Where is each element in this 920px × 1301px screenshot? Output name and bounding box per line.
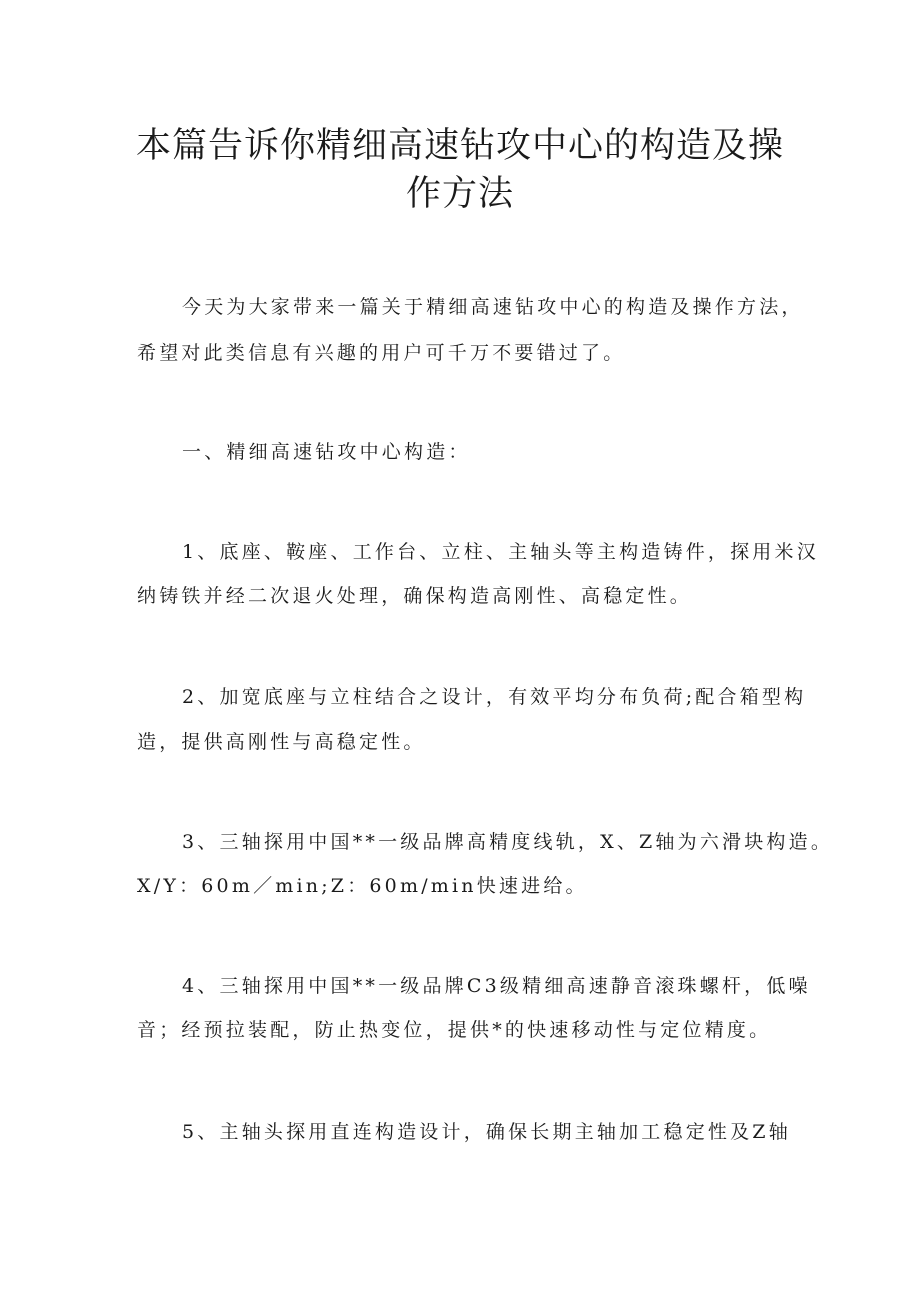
section-heading: 一、精细高速钻攻中心构造： — [182, 441, 471, 463]
item-2-line-2: 造，提供高刚性与高稳定性。 — [137, 731, 426, 753]
item-1-line-1: 1、底座、鞍座、工作台、立柱、主轴头等主构造铸件，探用米汉 — [182, 541, 819, 563]
item-2-line-1: 2、加宽底座与立柱结合之设计，有效平均分布负荷;配合箱型构 — [182, 686, 807, 708]
title-line-1: 本篇告诉你精细高速钻攻中心的构造及操 — [135, 126, 784, 166]
item-4-line-1: 4、三轴探用中国**一级品牌C3级精细高速静音滚珠螺杆，低噪 — [182, 975, 811, 997]
item-4-line-2: 音；经预拉装配，防止热变位，提供*的快速移动性与定位精度。 — [137, 1019, 772, 1041]
intro-line-1: 今天为大家带来一篇关于精细高速钻攻中心的构造及操作方法， — [182, 296, 804, 318]
document-title — [120, 122, 800, 218]
item-3-line-2: X/Y：60m／min;Z：60m/min快速进给。 — [137, 875, 588, 897]
item-3-line-1: 3、三轴探用中国**一级品牌高精度线轨，X、Z轴为六滑块构造。 — [182, 831, 834, 853]
title-line-2: 作方法 — [405, 174, 514, 214]
item-5-line-1: 5、主轴头探用直连构造设计，确保长期主轴加工稳定性及Z轴 — [182, 1121, 791, 1143]
intro-line-2: 希望对此类信息有兴趣的用户可千万不要错过了。 — [137, 342, 626, 364]
item-1-line-2: 纳铸铁并经二次退火处理，确保构造高刚性、高稳定性。 — [137, 585, 693, 607]
